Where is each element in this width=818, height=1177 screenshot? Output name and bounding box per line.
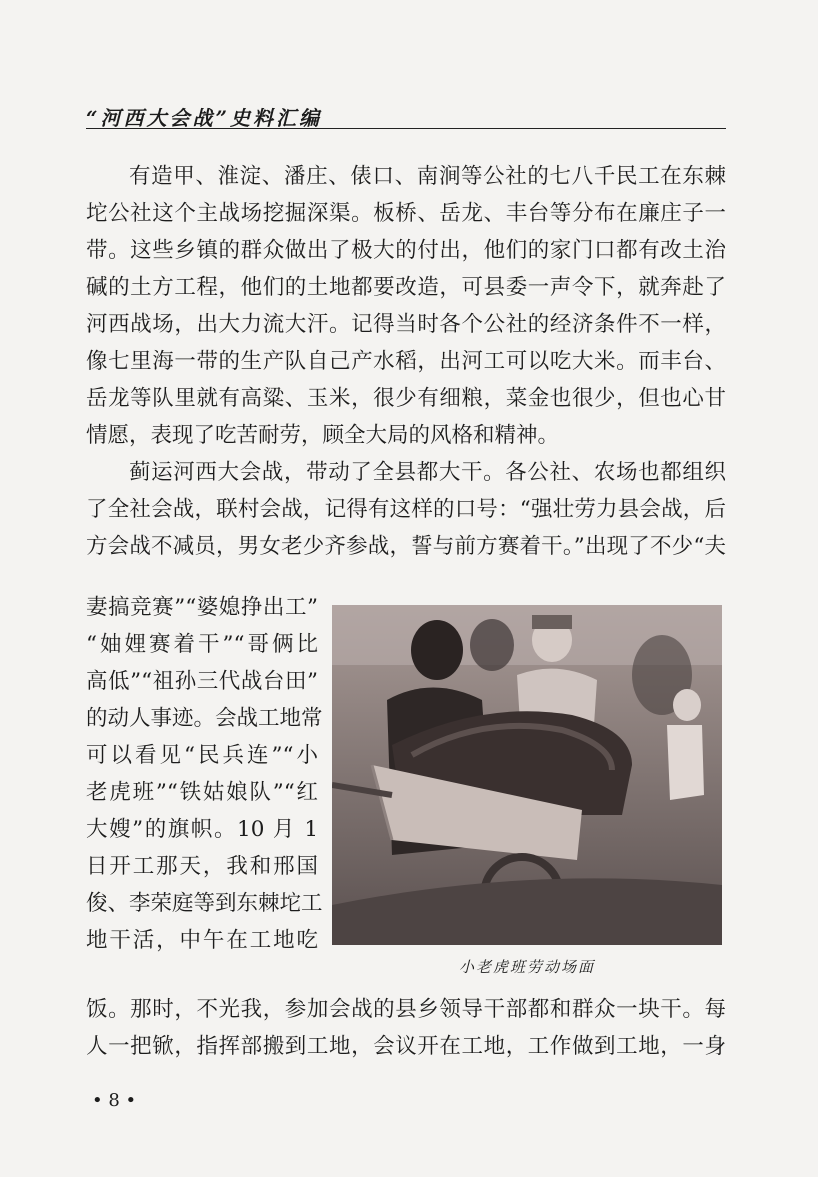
text-line: 有造甲、淮淀、潘庄、俵口、南涧等公社的七八千民工在东棘 — [129, 164, 726, 189]
text-line: 饭。那时，不光我，参加会战的县乡领导干部都和群众一块干。每 — [86, 997, 726, 1022]
text-line: “妯娌赛着干”“哥俩比 — [86, 632, 318, 657]
text-line: 方会战不减员，男女老少齐参战，誓与前方赛着干。”出现了不少“夫 — [86, 534, 726, 559]
text-line: 带。这些乡镇的群众做出了极大的付出，他们的家门口都有改土治 — [86, 238, 726, 263]
header-rule — [86, 128, 726, 129]
text-line: 大嫂”的旗帜。10 月 1 — [86, 817, 318, 842]
text-line: 地干活，中午在工地吃 — [86, 928, 318, 953]
photo-workers-wheelbarrow — [332, 605, 722, 945]
text-line: 老虎班”“铁姑娘队”“红 — [86, 780, 318, 805]
text-line: 碱的土方工程，他们的土地都要改造，可县委一声令下，就奔赴了 — [86, 275, 726, 300]
text-line: 可以看见“民兵连”“小 — [86, 743, 318, 768]
text-line: 俊、李荣庭等到东棘坨工 — [86, 891, 323, 916]
text-line: 日开工那天，我和邢国 — [86, 854, 318, 879]
photo-caption: 小老虎班劳动场面 — [458, 958, 595, 976]
book-title: “河西大会战”史料汇编 — [86, 106, 323, 130]
text-line: 坨公社这个主战场挖掘深渠。板桥、岳龙、丰台等分布在廉庄子一 — [86, 201, 726, 226]
text-line: 了全社会战，联村会战，记得有这样的口号：“强壮劳力县会战，后 — [86, 497, 726, 522]
text-line: 高低”“祖孙三代战台田” — [86, 669, 318, 694]
text-line: 像七里海一带的生产队自己产水稻，出河工可以吃大米。而丰台、 — [86, 349, 726, 374]
text-line: 河西战场，出大力流大汗。记得当时各个公社的经济条件不一样， — [86, 312, 726, 337]
text-line: 岳龙等队里就有高粱、玉米，很少有细粮，菜金也很少，但也心甘 — [86, 386, 726, 411]
text-line: 的动人事迹。会战工地常 — [86, 706, 323, 731]
text-line: 蓟运河西大会战，带动了全县都大干。各公社、农场也都组织 — [129, 460, 726, 485]
text-line: 妻搞竞赛”“婆媳挣出工” — [86, 595, 318, 620]
text-line: 情愿，表现了吃苦耐劳，顾全大局的风格和精神。 — [86, 423, 560, 448]
running-header — [86, 100, 726, 130]
text-line: 人一把锨，指挥部搬到工地，会议开在工地，工作做到工地，一身 — [86, 1034, 726, 1059]
page-number: • 8 • — [92, 1090, 137, 1111]
